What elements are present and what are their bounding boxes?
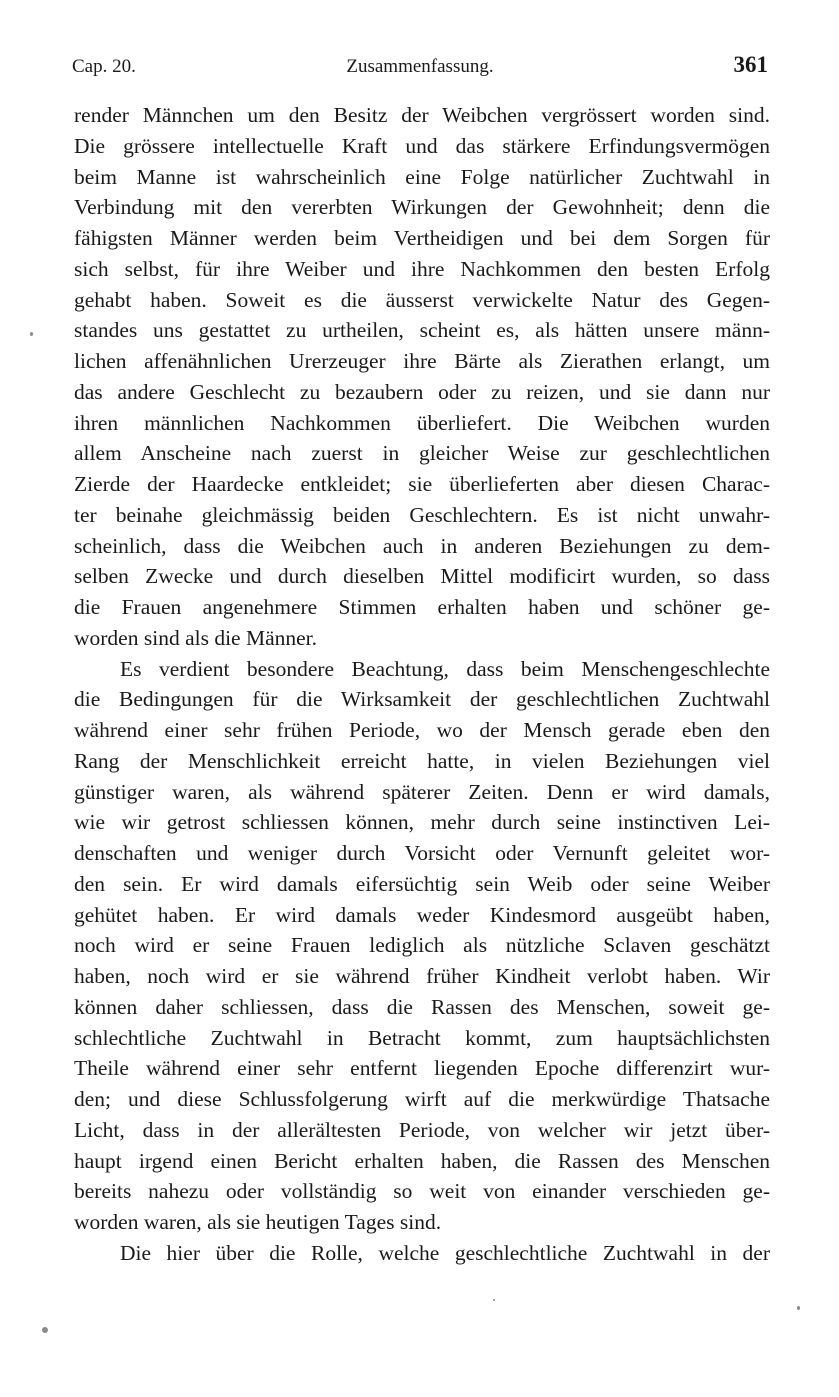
- text-line: Verbindung mit den vererbten Wirkungen der Gewohnheit; denn die: [74, 195, 770, 220]
- text-line: haben, noch wird er sie während früher Kindheit verlobt haben. Wir: [74, 964, 770, 988]
- text-line: haupt irgend einen Bericht erhalten haben, die Rassen des Menschen: [74, 1148, 770, 1173]
- text-line: günstiger waren, als während späterer Zeiten. Denn er wird damals,: [74, 779, 770, 804]
- text-line: Licht, dass in der allerältesten Periode, von welcher wir jetzt über-: [74, 1117, 770, 1142]
- text-line: während einer sehr frühen Periode, wo der Mensch gerade eben den: [74, 718, 770, 742]
- section-title: Zusammenfassung.: [346, 56, 494, 77]
- paper-speck: [797, 1306, 800, 1310]
- text-line: sich selbst, für ihre Weiber und ihre Nachkommen den besten Erfolg: [74, 256, 770, 281]
- text-line: gehütet haben. Er wird damals weder Kindesmord ausgeübt haben,: [74, 902, 770, 927]
- text-line: lichen affenähnlichen Urerzeuger ihre Bärte als Zierathen erlangt, um: [74, 349, 770, 373]
- text-line: ihren männlichen Nachkommen überliefert. Die Weibchen wurden: [74, 410, 770, 435]
- text-line: Die grössere intellectuelle Kraft und das stärkere Erfindungsvermögen: [74, 133, 770, 158]
- text-line: Theile während einer sehr entfernt liegenden Epoche differenzirt wur-: [74, 1056, 770, 1081]
- text-line: selben Zwecke und durch dieselben Mittel modificirt wurden, so dass: [74, 564, 770, 589]
- text-line: die Frauen angenehmere Stimmen erhalten haben und schöner ge-: [74, 595, 770, 619]
- text-line: gehabt haben. Soweit es die äusserst verwickelte Natur des Gegen-: [74, 287, 770, 312]
- paper-speck: [42, 1327, 48, 1333]
- text-line: das andere Geschlecht zu bezaubern oder zu reizen, und sie dann nur: [74, 379, 770, 404]
- body-text: [74, 100, 770, 1269]
- text-line: ter beinahe gleichmässig beiden Geschlechtern. Es ist nicht unwahr-: [74, 502, 770, 527]
- paragraph-start-line: Es verdient besondere Beachtung, dass beim Menschengeschlechte: [120, 656, 770, 681]
- text-line: schlechtliche Zuchtwahl in Betracht kommt, zum hauptsächlichsten: [74, 1025, 770, 1050]
- text-line: wie wir getrost schliessen können, mehr durch seine instinctiven Lei-: [74, 810, 770, 835]
- text-line: allem Anscheine nach zuerst in gleicher Weise zur geschlechtlichen: [74, 441, 770, 466]
- text-line: beim Manne ist wahrscheinlich eine Folge natürlicher Zuchtwahl in: [74, 164, 770, 189]
- paragraph-end-line: worden sind als die Männer.: [74, 625, 318, 650]
- text-line: Zierde der Haardecke entkleidet; sie überlieferten aber diesen Charac-: [74, 472, 770, 496]
- text-line: den; und diese Schlussfolgerung wirft auf die merkwürdige Thatsache: [74, 1087, 770, 1111]
- text-line: bereits nahezu oder vollständig so weit von einander verschieden ge-: [74, 1179, 770, 1204]
- running-header: [72, 52, 768, 82]
- text-line: die Bedingungen für die Wirksamkeit der geschlechtlichen Zuchtwahl: [74, 687, 770, 712]
- paper-speck: [30, 332, 33, 336]
- paragraph-end-line: worden waren, als sie heutigen Tages sind.: [74, 1210, 442, 1234]
- text-line: render Männchen um den Besitz der Weibchen vergrössert worden sind.: [74, 103, 770, 127]
- text-line: den sein. Er wird damals eifersüchtig sein Weib oder seine Weiber: [74, 871, 770, 896]
- text-line: standes uns gestattet zu urtheilen, scheint es, als hätten unsere männ-: [74, 318, 770, 343]
- paragraph-start-line: Die hier über die Rolle, welche geschlechtliche Zuchtwahl in der: [120, 1240, 770, 1265]
- chapter-label: Cap. 20.: [72, 56, 136, 77]
- text-line: Rang der Menschlichkeit erreicht hatte, in vielen Beziehungen viel: [74, 748, 770, 773]
- paper-speck: [493, 1299, 495, 1301]
- page-number: 361: [733, 52, 768, 77]
- text-line: denschaften und weniger durch Vorsicht oder Vernunft geleitet wor-: [74, 841, 770, 865]
- text-line: fähigsten Männer werden beim Vertheidigen und bei dem Sorgen für: [74, 226, 770, 250]
- text-line: können daher schliessen, dass die Rassen des Menschen, soweit ge-: [74, 994, 770, 1019]
- text-line: scheinlich, dass die Weibchen auch in anderen Beziehungen zu dem-: [74, 533, 770, 558]
- text-line: noch wird er seine Frauen lediglich als nützliche Sclaven geschätzt: [74, 933, 770, 958]
